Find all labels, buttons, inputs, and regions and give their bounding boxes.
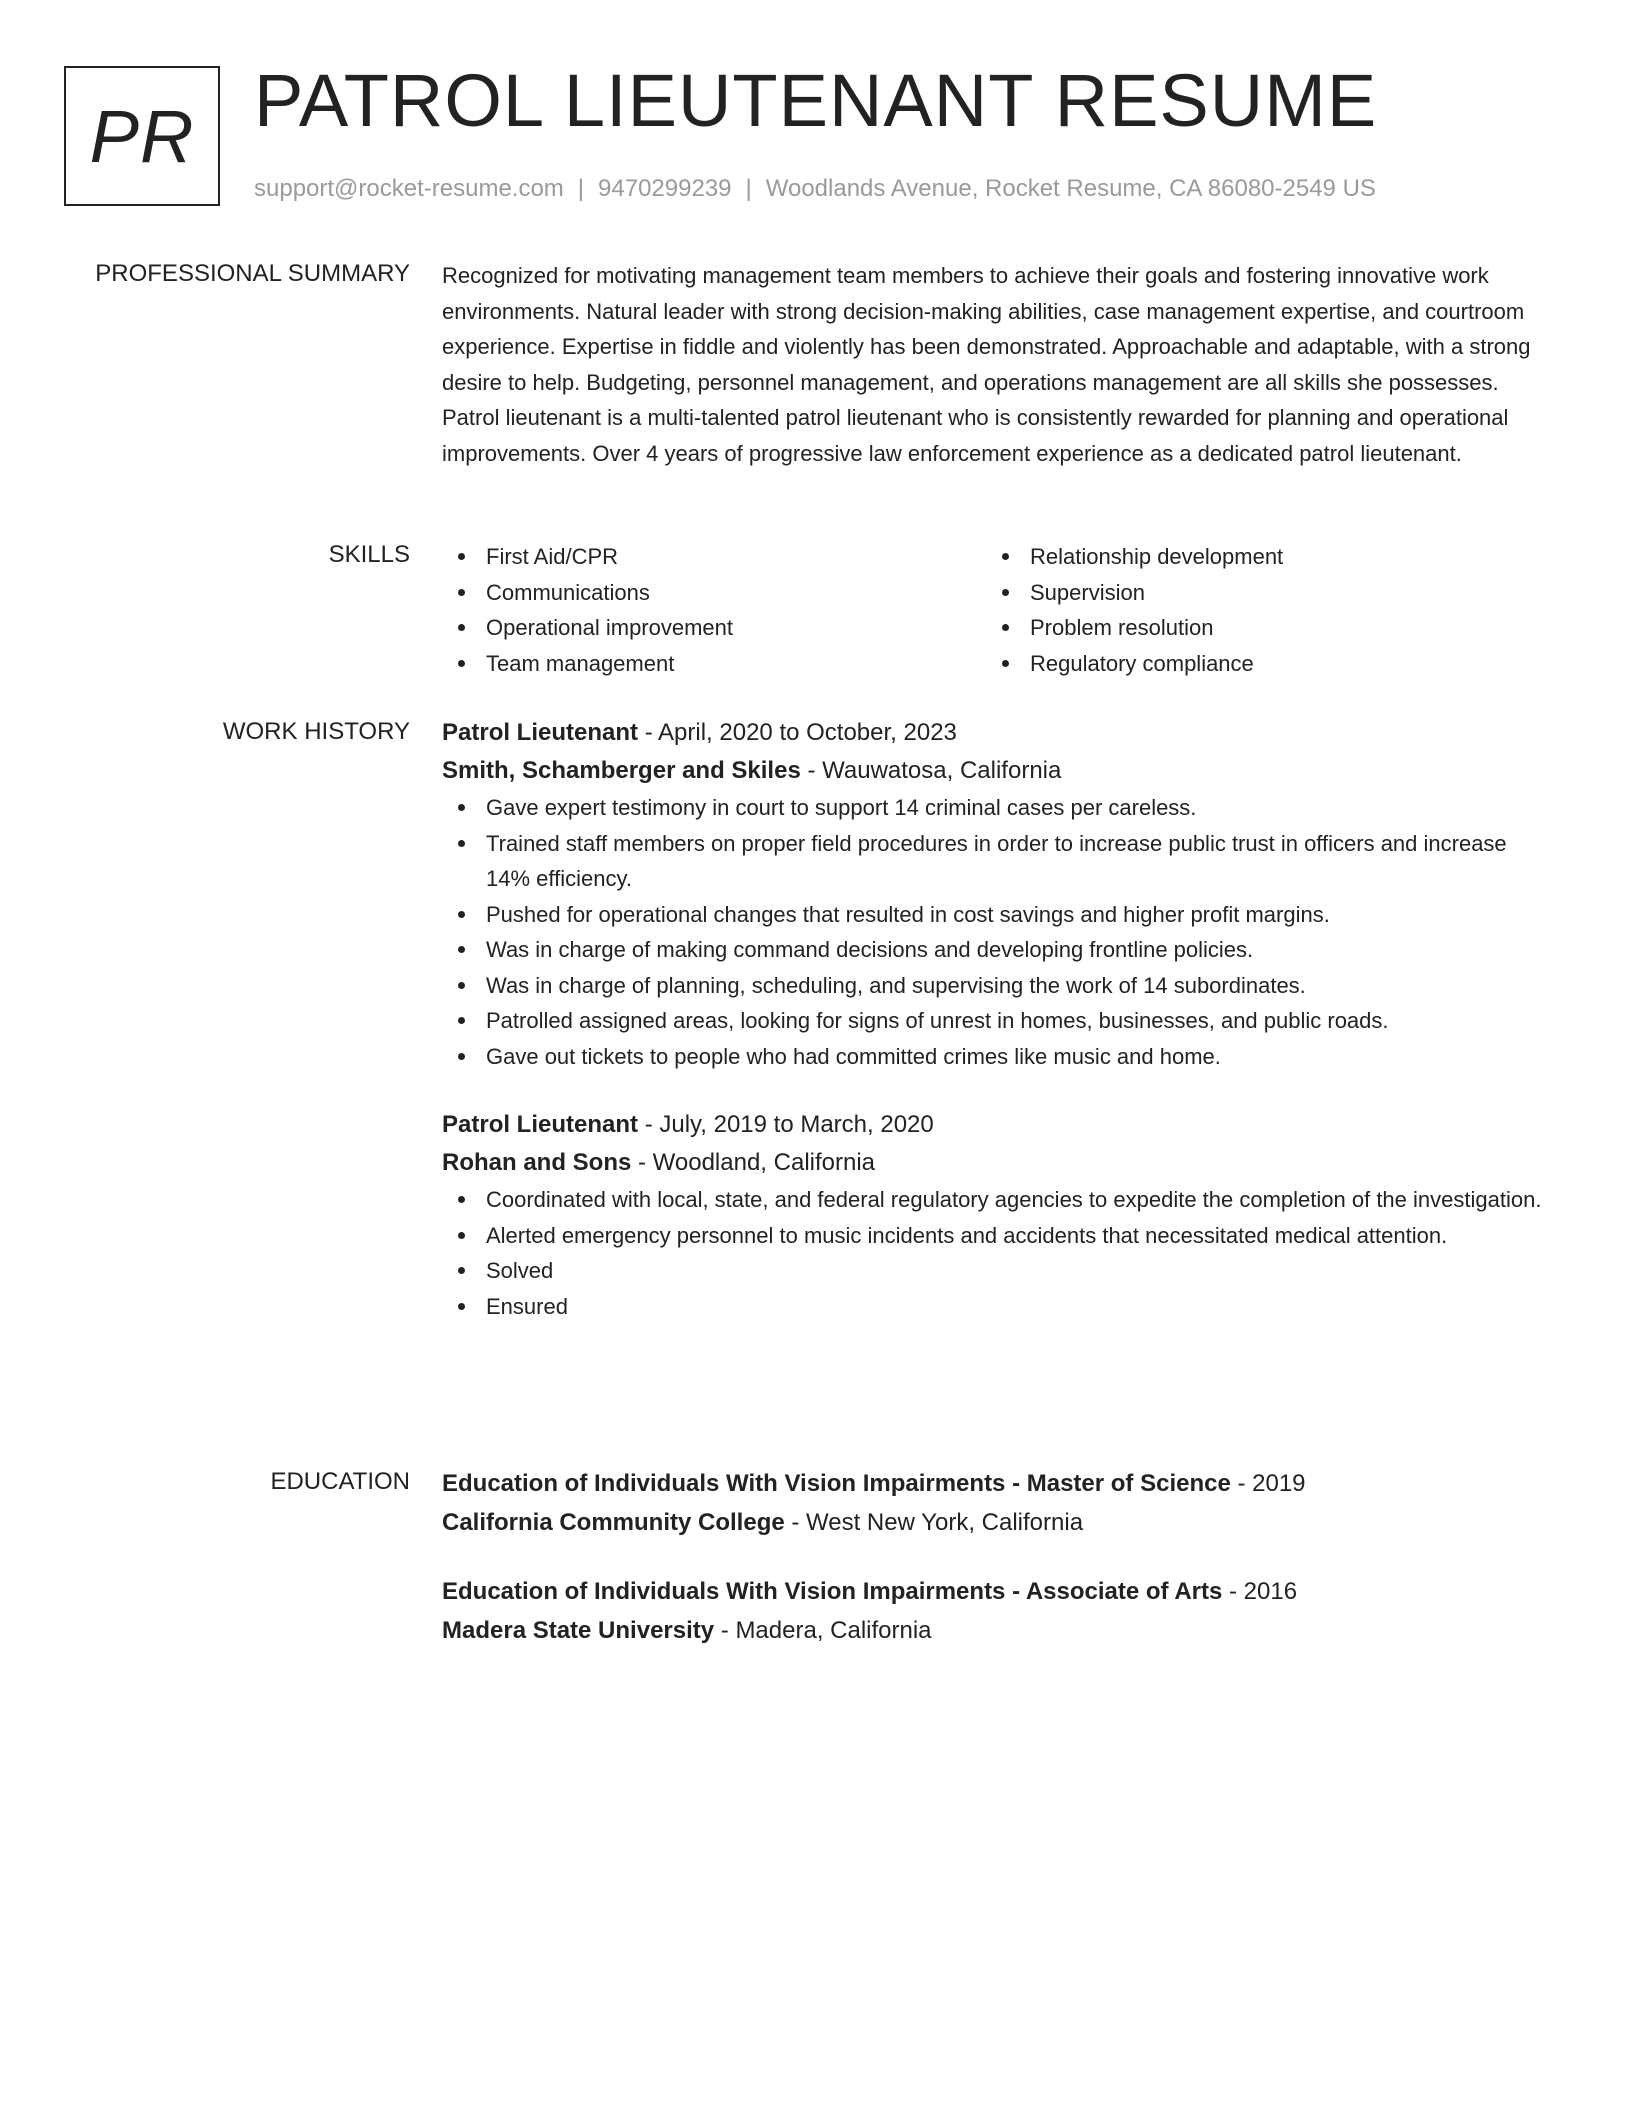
contact-separator: | [745, 175, 752, 202]
skill-item: First Aid/CPR [442, 539, 986, 575]
education-entry [442, 1572, 1542, 1650]
section-label-work-history: WORK HISTORY [222, 718, 410, 745]
section-label-summary: PROFESSIONAL SUMMARY [95, 260, 410, 287]
skills-column-left [442, 539, 986, 681]
skills-grid [442, 539, 1542, 681]
job-bullet: Patrolled assigned areas, looking for signs of unrest in homes, businesses, and public roads. [442, 1003, 1542, 1039]
summary-text: Recognized for motivating management team members to achieve their goals and fostering innovative work environments. Natural leader with strong decision-making abilities, case management expertise, and courtroom experience. Expertise in fiddle and violently has been demonstrated. Approachable and adaptable, with a strong desire to help. Budgeting, personnel management, and operations management are all skills she possesses. Patrol lieutenant is a multi-talented patrol lieutenant who is consistently rewarded for planning and operational improvements. Over 4 years of progressive law enforcement experience as a dedicated patrol lieutenant. [442, 263, 1531, 466]
contact-email[interactable]: support@rocket-resume.com [254, 175, 564, 202]
job-company-line [442, 752, 1542, 790]
job-company: Rohan and Sons [442, 1149, 632, 1176]
job-bullet: Pushed for operational changes that resulted in cost savings and higher profit margins. [442, 897, 1542, 933]
skill-item: Supervision [986, 575, 1530, 611]
job-bullet: Coordinated with local, state, and federal regulatory agencies to expedite the completion of the investigation. [442, 1182, 1542, 1218]
job-bullet: Solved [442, 1253, 1542, 1289]
skill-item: Team management [442, 646, 986, 682]
education-year: - 2016 [1222, 1578, 1298, 1605]
job-entry [442, 714, 1542, 1074]
education-school-line [442, 1503, 1542, 1542]
contact-separator: | [577, 175, 585, 202]
summary-body [442, 258, 1542, 471]
education-degree: Education of Individuals With Vision Impairments - Associate of Arts [442, 1578, 1223, 1605]
job-bullet: Trained staff members on proper field procedures in order to increase public trust in officers and increase 14% efficiency. [442, 826, 1542, 897]
education-school: Madera State University [442, 1617, 715, 1644]
job-dates: - April, 2020 to October, 2023 [638, 719, 957, 746]
job-company-line [442, 1144, 1542, 1182]
contact-phone[interactable]: 9470299239 [598, 175, 732, 202]
education-location: - Madera, California [714, 1617, 932, 1644]
job-bullet: Alerted emergency personnel to music incidents and accidents that necessitated medical attention. [442, 1218, 1542, 1254]
job-bullet: Was in charge of making command decisions and developing frontline policies. [442, 932, 1542, 968]
education-degree: Education of Individuals With Vision Impairments - Master of Science [442, 1470, 1231, 1497]
section-label-skills: SKILLS [328, 541, 410, 568]
job-bullet: Was in charge of planning, scheduling, and supervising the work of 14 subordinates. [442, 968, 1542, 1004]
education-location: - West New York, California [784, 1509, 1084, 1536]
contact-address: Woodlands Avenue, Rocket Resume, CA 86080-2549 US [765, 175, 1376, 202]
job-location: - Woodland, California [631, 1149, 876, 1176]
skill-item: Relationship development [986, 539, 1530, 575]
skill-item: Problem resolution [986, 610, 1530, 646]
education-year: - 2019 [1230, 1470, 1306, 1497]
job-title: Patrol Lieutenant [442, 1111, 639, 1138]
job-title-line [442, 714, 1542, 752]
job-location: - Wauwatosa, California [800, 757, 1062, 784]
section-label-education: EDUCATION [270, 1468, 410, 1495]
job-bullet: Gave out tickets to people who had committed crimes like music and home. [442, 1039, 1542, 1075]
job-title-line [442, 1106, 1542, 1144]
job-bullet: Ensured [442, 1289, 1542, 1325]
monogram-initials: PR [89, 94, 195, 178]
job-title: Patrol Lieutenant [442, 719, 639, 746]
skill-item: Communications [442, 575, 986, 611]
education-entry [442, 1464, 1542, 1542]
education-degree-line [442, 1464, 1542, 1503]
skill-item: Regulatory compliance [986, 646, 1530, 682]
education-school-line [442, 1611, 1542, 1650]
job-dates: - July, 2019 to March, 2020 [638, 1111, 934, 1138]
education-degree-line [442, 1572, 1542, 1611]
education-school: California Community College [442, 1509, 785, 1536]
job-bullet-list [442, 1182, 1542, 1324]
job-bullet-list [442, 790, 1542, 1074]
job-company: Smith, Schamberger and Skiles [442, 757, 801, 784]
monogram-badge [64, 66, 220, 206]
education-body [442, 1464, 1542, 1650]
work-history-body [442, 714, 1542, 1324]
resume-title: PATROL LIEUTENANT RESUME [254, 59, 1378, 142]
job-entry [442, 1106, 1542, 1324]
contact-line [254, 174, 1376, 204]
skill-item: Operational improvement [442, 610, 986, 646]
skills-body [442, 539, 1542, 681]
job-bullet: Gave expert testimony in court to support 14 criminal cases per careless. [442, 790, 1542, 826]
skills-column-right [986, 539, 1530, 681]
